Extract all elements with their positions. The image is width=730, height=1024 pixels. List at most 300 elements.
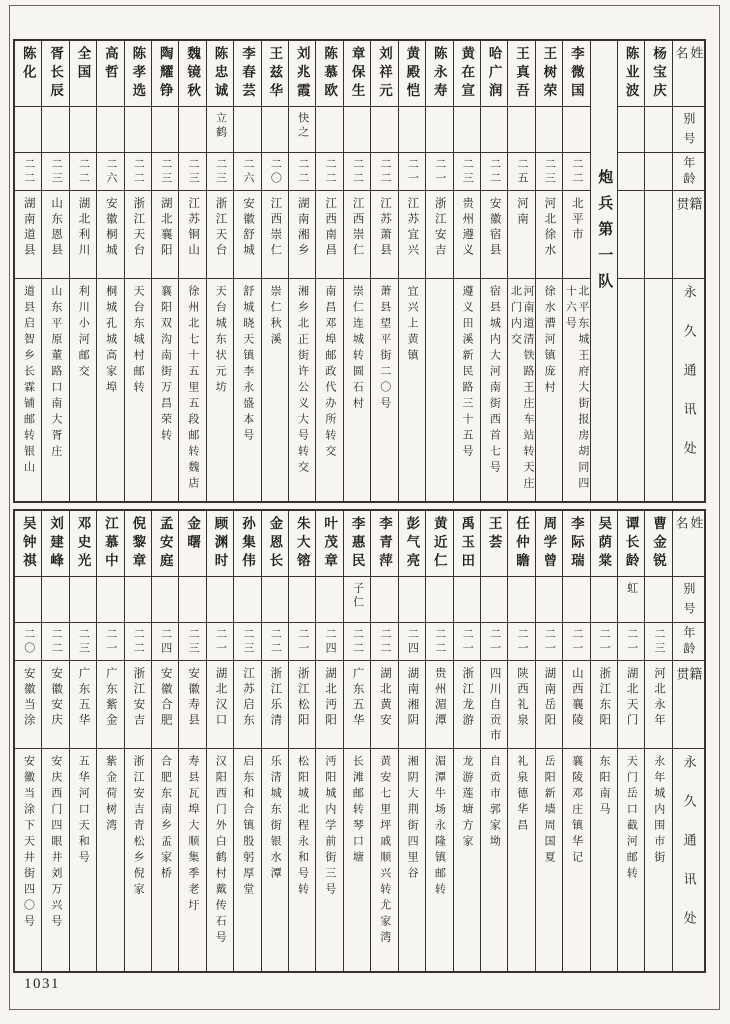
name-cell xyxy=(15,41,41,107)
person-column xyxy=(480,511,507,971)
alias-cell xyxy=(207,107,233,153)
person-column xyxy=(96,41,123,501)
birthplace-text: 河北永年 xyxy=(653,667,666,729)
header-name-label-cell xyxy=(673,511,704,577)
address-text: 浙江安吉青松乡倪家 xyxy=(132,755,145,899)
age-cell xyxy=(618,153,644,191)
address-cell xyxy=(152,279,178,501)
name-text: 黄在宣 xyxy=(459,46,475,102)
name-text: 金恩长 xyxy=(267,516,283,572)
age-cell xyxy=(536,623,562,661)
name-text: 哈广润 xyxy=(486,46,502,102)
header-age-label-cell xyxy=(673,153,704,191)
birthplace-cell xyxy=(591,661,617,749)
birthplace-cell xyxy=(152,191,178,279)
name-cell xyxy=(426,511,452,577)
birthplace-text: 浙江东阳 xyxy=(598,667,611,729)
name-cell xyxy=(618,41,644,107)
alias-cell xyxy=(97,107,123,153)
age-cell xyxy=(262,153,288,191)
birthplace-text: 河北徐水 xyxy=(543,197,556,259)
age-cell xyxy=(508,623,534,661)
address-text: 汉阳西门外白鹤村戴传石号 xyxy=(214,755,227,947)
birthplace-cell xyxy=(645,661,671,749)
alias-cell xyxy=(399,577,425,623)
birthplace-cell xyxy=(316,191,342,279)
age-text: 二三 xyxy=(77,627,90,656)
address-cell xyxy=(591,749,617,971)
age-cell xyxy=(645,153,671,191)
header-column xyxy=(672,511,704,971)
address-cell xyxy=(42,749,68,971)
age-text: 二二 xyxy=(324,157,337,186)
address-text: 河南道清铁路王庄车站转天庄北门内交 xyxy=(509,285,535,493)
address-text: 湘阴大荆街四里谷 xyxy=(406,755,419,883)
address-cell xyxy=(481,749,507,971)
birthplace-cell xyxy=(508,661,534,749)
birthplace-cell xyxy=(371,661,397,749)
address-text: 天台城东状元坊 xyxy=(214,285,227,397)
address-text: 东阳南马 xyxy=(597,755,610,819)
age-cell xyxy=(536,153,562,191)
name-text: 孟安庭 xyxy=(157,516,173,572)
age-text: 二一 xyxy=(488,627,501,656)
person-column xyxy=(69,41,96,501)
address-cell xyxy=(152,749,178,971)
person-column xyxy=(562,511,589,971)
name-cell xyxy=(316,511,342,577)
name-text: 任仲瞻 xyxy=(514,516,530,572)
alias-cell xyxy=(179,577,205,623)
age-text: 二五 xyxy=(516,157,529,186)
alias-cell xyxy=(316,577,342,623)
address-cell xyxy=(399,279,425,501)
address-text: 舒城晓天镇李永盛本号 xyxy=(241,285,254,445)
person-column xyxy=(124,41,151,501)
address-cell xyxy=(563,279,589,501)
name-text: 陈忠诚 xyxy=(212,46,228,102)
age-cell xyxy=(316,153,342,191)
name-text: 刘兆霞 xyxy=(294,46,310,102)
person-column xyxy=(507,511,534,971)
name-text: 李春芸 xyxy=(239,46,255,102)
birthplace-cell xyxy=(289,191,315,279)
birthplace-text: 江西崇仁 xyxy=(269,197,282,259)
name-cell xyxy=(536,41,562,107)
age-cell xyxy=(344,623,370,661)
address-cell xyxy=(399,749,425,971)
person-column xyxy=(562,41,589,501)
person-column xyxy=(151,41,178,501)
age-text: 二〇 xyxy=(22,627,35,656)
age-cell xyxy=(125,623,151,661)
alias-cell xyxy=(125,107,151,153)
age-cell xyxy=(97,153,123,191)
birthplace-cell xyxy=(508,191,534,279)
unit-label-column xyxy=(590,41,617,501)
person-column xyxy=(425,511,452,971)
address-text: 安庆西门四眼井刘万兴号 xyxy=(49,755,62,931)
alias-text: 虹 xyxy=(625,582,638,596)
age-text: 二一 xyxy=(433,157,446,186)
age-cell xyxy=(70,153,96,191)
address-text: 自贡市郭家坳 xyxy=(488,755,501,851)
birthplace-cell xyxy=(262,661,288,749)
name-cell xyxy=(399,41,425,107)
name-text: 王树荣 xyxy=(541,46,557,102)
age-text: 二二 xyxy=(269,627,282,656)
name-cell xyxy=(152,511,178,577)
alias-cell xyxy=(426,107,452,153)
name-cell xyxy=(508,41,534,107)
name-cell xyxy=(234,41,260,107)
person-column xyxy=(480,41,507,501)
address-cell xyxy=(179,749,205,971)
age-text: 二一 xyxy=(516,627,529,656)
alias-cell xyxy=(42,577,68,623)
name-cell xyxy=(179,511,205,577)
alias-cell xyxy=(454,577,480,623)
roster-table-top xyxy=(13,39,706,503)
address-text: 长滩邮转琴口塘 xyxy=(351,755,364,867)
age-cell xyxy=(563,153,589,191)
birthplace-cell xyxy=(399,191,425,279)
unit-label-text: 炮兵第一队 xyxy=(596,169,613,299)
birthplace-text: 湖南岳阳 xyxy=(543,667,556,729)
age-text: 二二 xyxy=(378,157,391,186)
header-alias-label-cell xyxy=(673,107,704,153)
birthplace-cell xyxy=(316,661,342,749)
address-cell xyxy=(97,279,123,501)
alias-cell xyxy=(426,577,452,623)
birthplace-text: 江西南昌 xyxy=(324,197,337,259)
address-text: 安徽当涂下天井街四〇号 xyxy=(22,755,35,931)
address-cell xyxy=(207,279,233,501)
alias-cell xyxy=(563,577,589,623)
name-text: 李青萍 xyxy=(376,516,392,572)
address-text: 徐水漕河镇庞村 xyxy=(543,285,556,397)
age-cell xyxy=(15,623,41,661)
birthplace-cell xyxy=(179,661,205,749)
name-text: 江慕中 xyxy=(102,516,118,572)
address-cell xyxy=(563,749,589,971)
name-text: 朱大镕 xyxy=(294,516,310,572)
address-cell xyxy=(508,279,534,501)
person-column xyxy=(398,511,425,971)
birthplace-cell xyxy=(42,191,68,279)
birthplace-text: 浙江安吉 xyxy=(433,197,446,259)
name-cell xyxy=(152,41,178,107)
alias-cell xyxy=(508,107,534,153)
age-cell xyxy=(289,153,315,191)
birthplace-cell xyxy=(125,661,151,749)
address-cell xyxy=(454,279,480,501)
header-alias-label-cell xyxy=(673,577,704,623)
alias-cell xyxy=(536,577,562,623)
age-text: 二一 xyxy=(406,157,419,186)
birthplace-text: 广东紫金 xyxy=(104,667,117,729)
address-text: 沔阳城内学前街三号 xyxy=(323,755,336,899)
person-column xyxy=(41,511,68,971)
header-age-label-cell xyxy=(673,623,704,661)
header-name-label: 姓名 xyxy=(673,516,704,547)
address-text: 乐清城东街银水潭 xyxy=(269,755,282,883)
birthplace-cell xyxy=(152,661,178,749)
birthplace-text: 浙江松阳 xyxy=(296,667,309,729)
birthplace-text: 湖北天门 xyxy=(625,667,638,729)
address-text: 襄陵邓庄镇华记 xyxy=(570,755,583,867)
name-text: 陈业波 xyxy=(623,46,639,102)
address-cell xyxy=(316,279,342,501)
age-cell xyxy=(645,623,671,661)
address-text: 礼泉德华昌 xyxy=(515,755,528,835)
name-text: 王真吾 xyxy=(514,46,530,102)
name-text: 王荟 xyxy=(486,516,502,553)
alias-cell xyxy=(152,577,178,623)
birthplace-text: 贵州遵义 xyxy=(461,197,474,259)
name-text: 顾渊时 xyxy=(212,516,228,572)
birthplace-cell xyxy=(481,191,507,279)
name-text: 周学曾 xyxy=(541,516,557,572)
birthplace-cell xyxy=(399,661,425,749)
address-cell xyxy=(371,279,397,501)
alias-cell xyxy=(125,577,151,623)
alias-cell xyxy=(645,107,671,153)
birthplace-cell xyxy=(563,191,589,279)
birthplace-cell xyxy=(618,191,644,279)
age-text: 二三 xyxy=(159,157,172,186)
birthplace-cell xyxy=(618,661,644,749)
birthplace-text: 湖南湘乡 xyxy=(296,197,309,259)
birthplace-cell xyxy=(426,191,452,279)
address-cell xyxy=(645,279,671,501)
alias-cell xyxy=(536,107,562,153)
birthplace-text: 浙江天台 xyxy=(132,197,145,259)
age-text: 二二 xyxy=(132,157,145,186)
age-text: 二三 xyxy=(187,157,200,186)
alias-cell xyxy=(481,107,507,153)
address-text: 寿县瓦埠大顺集季老圩 xyxy=(186,755,199,915)
name-cell xyxy=(289,41,315,107)
birthplace-cell xyxy=(234,191,260,279)
alias-cell xyxy=(399,107,425,153)
birthplace-text: 安徽寿县 xyxy=(187,667,200,729)
birthplace-cell xyxy=(234,661,260,749)
header-address-label: 永久通讯处 xyxy=(681,285,697,480)
address-text: 桐城孔城高家埠 xyxy=(104,285,117,397)
address-cell xyxy=(289,749,315,971)
age-cell xyxy=(70,623,96,661)
age-cell xyxy=(371,623,397,661)
name-cell xyxy=(262,511,288,577)
age-cell xyxy=(289,623,315,661)
age-text: 二二 xyxy=(77,157,90,186)
age-text: 二一 xyxy=(543,627,556,656)
birthplace-cell xyxy=(70,661,96,749)
address-cell xyxy=(179,279,205,501)
birthplace-text: 广东五华 xyxy=(351,667,364,729)
age-cell xyxy=(399,623,425,661)
age-text: 二二 xyxy=(351,627,364,656)
header-age-label: 年龄 xyxy=(681,155,696,188)
age-text: 二一 xyxy=(570,627,583,656)
name-text: 叶茂章 xyxy=(322,516,338,572)
person-column xyxy=(644,511,671,971)
age-text: 二一 xyxy=(214,627,227,656)
name-cell xyxy=(70,41,96,107)
address-text: 南昌邓埠邮政代办所转交 xyxy=(323,285,336,461)
address-cell xyxy=(454,749,480,971)
person-column xyxy=(315,511,342,971)
header-birthplace-label: 籍贯 xyxy=(674,197,703,238)
age-text: 二二 xyxy=(378,627,391,656)
address-cell xyxy=(262,279,288,501)
header-column xyxy=(672,41,704,501)
age-text: 二二 xyxy=(570,157,583,186)
person-column xyxy=(590,511,617,971)
address-cell xyxy=(426,279,452,501)
name-text: 章保生 xyxy=(349,46,365,102)
birthplace-cell xyxy=(15,191,41,279)
birthplace-cell xyxy=(207,661,233,749)
name-text: 孙集伟 xyxy=(239,516,255,572)
age-cell xyxy=(426,153,452,191)
age-cell xyxy=(508,153,534,191)
birthplace-text: 广东五华 xyxy=(77,667,90,729)
alias-text: 子仁 xyxy=(351,582,364,610)
header-name-label: 姓名 xyxy=(673,46,704,77)
person-column xyxy=(644,41,671,501)
header-alias-label: 别号 xyxy=(681,582,696,622)
address-text: 岳阳新墙周国夏 xyxy=(543,755,556,867)
unit-label-cell xyxy=(591,41,617,501)
name-cell xyxy=(481,41,507,107)
person-column xyxy=(69,511,96,971)
name-cell xyxy=(97,41,123,107)
age-cell xyxy=(618,623,644,661)
birthplace-cell xyxy=(179,191,205,279)
alias-cell xyxy=(15,577,41,623)
name-cell xyxy=(344,511,370,577)
birthplace-text: 湖北汉口 xyxy=(214,667,227,729)
address-cell xyxy=(207,749,233,971)
name-text: 胥长辰 xyxy=(48,46,64,102)
age-cell xyxy=(179,623,205,661)
alias-cell xyxy=(618,107,644,153)
name-cell xyxy=(454,41,480,107)
name-text: 李际瑞 xyxy=(568,516,584,572)
age-cell xyxy=(371,153,397,191)
address-text: 紫金荷树湾 xyxy=(104,755,117,835)
name-cell xyxy=(371,511,397,577)
person-column xyxy=(617,41,644,501)
age-text: 二三 xyxy=(50,157,63,186)
birthplace-text: 浙江安吉 xyxy=(132,667,145,729)
birthplace-text: 陕西礼泉 xyxy=(516,667,529,729)
age-text: 二三 xyxy=(241,627,254,656)
address-text: 湘乡北正街许公义大号转交 xyxy=(296,285,309,477)
age-cell xyxy=(234,153,260,191)
name-cell xyxy=(289,511,315,577)
person-column xyxy=(535,41,562,501)
age-text: 二二 xyxy=(22,157,35,186)
age-cell xyxy=(42,153,68,191)
name-text: 倪黎章 xyxy=(130,516,146,572)
person-column xyxy=(370,511,397,971)
address-cell xyxy=(316,749,342,971)
address-cell xyxy=(618,749,644,971)
address-text: 利川小河邮交 xyxy=(77,285,90,381)
address-text: 宜兴上黄镇 xyxy=(406,285,419,365)
age-text: 二二 xyxy=(132,627,145,656)
name-text: 王兹华 xyxy=(267,46,283,102)
birthplace-text: 湖北利川 xyxy=(77,197,90,259)
alias-text: 快之 xyxy=(296,112,309,140)
age-text: 二三 xyxy=(543,157,556,186)
name-text: 魏镜秋 xyxy=(185,46,201,102)
age-text: 二一 xyxy=(104,627,117,656)
name-cell xyxy=(399,511,425,577)
name-text: 曹金锐 xyxy=(651,516,667,572)
address-cell xyxy=(371,749,397,971)
age-text: 二二 xyxy=(50,627,63,656)
name-text: 李微国 xyxy=(568,46,584,102)
alias-cell xyxy=(70,577,96,623)
address-text: 崇仁连城转圆石村 xyxy=(351,285,364,413)
address-cell xyxy=(70,749,96,971)
person-column xyxy=(233,41,260,501)
person-column xyxy=(453,511,480,971)
birthplace-cell xyxy=(344,661,370,749)
person-column xyxy=(178,511,205,971)
name-cell xyxy=(15,511,41,577)
address-cell xyxy=(344,749,370,971)
birthplace-cell xyxy=(125,191,151,279)
age-cell xyxy=(97,623,123,661)
name-text: 金曙 xyxy=(185,516,201,553)
age-cell xyxy=(591,623,617,661)
header-alias-label: 别号 xyxy=(681,112,696,152)
person-column xyxy=(15,511,41,971)
address-text: 襄阳双沟南街万昌荣转 xyxy=(159,285,172,445)
header-age-label: 年龄 xyxy=(681,625,696,658)
person-column xyxy=(41,41,68,501)
person-column xyxy=(261,41,288,501)
birthplace-cell xyxy=(454,661,480,749)
age-cell xyxy=(262,623,288,661)
address-cell xyxy=(508,749,534,971)
name-text: 邓史光 xyxy=(75,516,91,572)
address-cell xyxy=(262,749,288,971)
age-text: 二三 xyxy=(653,627,666,656)
address-text: 黄安七里坪戚顺兴转尤家湾 xyxy=(378,755,391,947)
age-cell xyxy=(426,623,452,661)
name-cell xyxy=(563,511,589,577)
age-text: 二二 xyxy=(351,157,364,186)
address-text: 龙游莲塘方家 xyxy=(460,755,473,851)
age-cell xyxy=(125,153,151,191)
alias-cell xyxy=(207,577,233,623)
name-text: 陈永寿 xyxy=(431,46,447,102)
address-text: 徐州北七十五里五段邮转魏店 xyxy=(186,285,199,493)
age-text: 二四 xyxy=(159,627,172,656)
person-column xyxy=(425,41,452,501)
birthplace-cell xyxy=(289,661,315,749)
age-text: 二六 xyxy=(241,157,254,186)
address-text: 遵义田溪新民路三十五号 xyxy=(460,285,473,461)
address-cell xyxy=(125,749,151,971)
address-cell xyxy=(645,749,671,971)
